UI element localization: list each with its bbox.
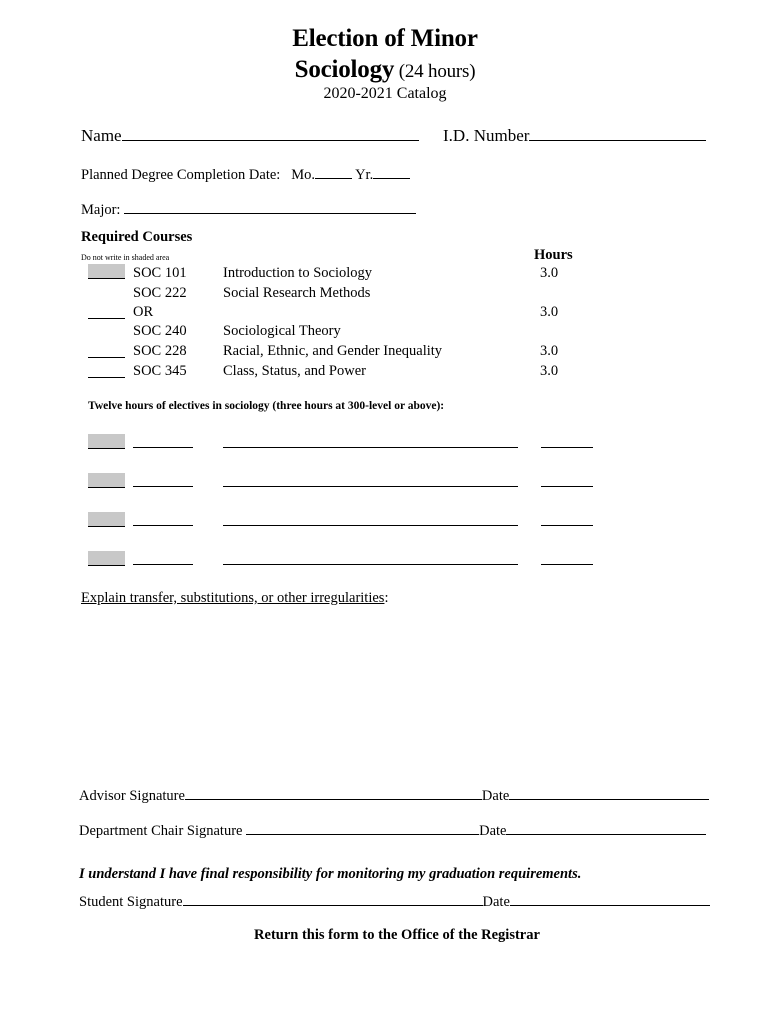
- course-code: SOC 345: [133, 363, 187, 379]
- shaded-grade-box: [88, 434, 125, 449]
- date-label: Date: [482, 894, 510, 910]
- date-label: Date: [481, 788, 510, 804]
- shaded-area-note: Do not write in shaded area: [81, 253, 170, 262]
- return-instructions: Return this form to the Office of the Registrar: [254, 927, 540, 943]
- explain-label-text: Explain transfer, substitutions, or other irregularities: [81, 590, 385, 606]
- student-signature-row: [79, 891, 710, 911]
- elective-title-field[interactable]: [223, 447, 518, 448]
- explain-area[interactable]: [81, 615, 711, 775]
- name-row: [81, 126, 419, 146]
- grade-blank[interactable]: [88, 357, 125, 358]
- month-label: Mo.: [291, 167, 315, 183]
- shaded-grade-box: [88, 551, 125, 566]
- elective-title-field[interactable]: [223, 564, 518, 565]
- chair-signature-row: [79, 820, 706, 840]
- course-code: SOC 228: [133, 343, 187, 359]
- course-code: SOC 222: [133, 285, 187, 301]
- elective-hours-field[interactable]: [541, 486, 593, 487]
- responsibility-statement: I understand I have final responsibility for monitoring my graduation requirements.: [79, 866, 582, 882]
- grade-blank[interactable]: [88, 377, 125, 378]
- advisor-signature-label: Advisor Signature: [79, 788, 185, 804]
- month-field[interactable]: [315, 164, 352, 179]
- course-hours: 3.0: [540, 363, 559, 379]
- advisor-signature-row: [79, 785, 709, 805]
- id-label: I.D. Number: [443, 126, 530, 145]
- course-title: Class, Status, and Power: [223, 363, 366, 379]
- elective-code-field[interactable]: [133, 564, 193, 565]
- course-title: Racial, Ethnic, and Gender Inequality: [223, 343, 443, 359]
- major-label: Major:: [81, 202, 121, 218]
- form-subtitle: [0, 56, 770, 84]
- elective-hours-field[interactable]: [541, 564, 593, 565]
- course-code: SOC 240: [133, 323, 187, 339]
- student-date-field[interactable]: [510, 891, 710, 906]
- elective-code-field[interactable]: [133, 525, 193, 526]
- course-title: Sociological Theory: [223, 323, 341, 339]
- course-hours: 3.0: [540, 265, 559, 281]
- shaded-grade-box: [88, 473, 125, 488]
- major-row: [81, 199, 416, 219]
- name-label: Name: [81, 126, 122, 145]
- elective-title-field[interactable]: [223, 486, 518, 487]
- id-row: [443, 126, 706, 146]
- advisor-signature-field[interactable]: [185, 785, 482, 800]
- student-signature-field[interactable]: [183, 891, 483, 906]
- date-label: Date: [479, 823, 507, 839]
- required-heading: Required Courses: [81, 229, 193, 245]
- chair-signature-label: Department Chair Signature: [79, 823, 243, 839]
- major-field[interactable]: [124, 199, 416, 214]
- catalog-year: 2020-2021 Catalog: [323, 85, 447, 102]
- student-signature-label: Student Signature: [79, 894, 183, 910]
- elective-code-field[interactable]: [133, 486, 193, 487]
- electives-heading: Twelve hours of electives in sociology (three hours at 300-level or above):: [88, 400, 445, 412]
- explain-colon: :: [384, 590, 389, 606]
- explain-label: [81, 590, 388, 607]
- elective-code-field[interactable]: [133, 447, 193, 448]
- hours-heading: Hours: [534, 247, 573, 263]
- elective-hours-field[interactable]: [541, 447, 593, 448]
- name-field[interactable]: [122, 126, 419, 141]
- planned-date-label: Planned Degree Completion Date:: [81, 167, 281, 183]
- planned-date-row: [81, 164, 410, 184]
- course-title: Social Research Methods: [223, 285, 371, 301]
- chair-signature-field[interactable]: [246, 820, 479, 835]
- id-field[interactable]: [529, 126, 706, 141]
- course-title: Introduction to Sociology: [223, 265, 373, 281]
- chair-date-field[interactable]: [506, 820, 706, 835]
- minor-name: Sociology: [294, 56, 395, 83]
- minor-hours: (24 hours): [394, 61, 476, 82]
- grade-blank[interactable]: [88, 318, 125, 319]
- elective-title-field[interactable]: [223, 525, 518, 526]
- advisor-date-field[interactable]: [509, 785, 709, 800]
- year-label: Yr.: [355, 167, 374, 183]
- shaded-grade-box: [88, 264, 125, 279]
- course-hours: 3.0: [540, 304, 559, 320]
- course-code: SOC 101: [133, 265, 187, 281]
- course-or: OR: [133, 304, 154, 320]
- year-field[interactable]: [373, 164, 410, 179]
- elective-hours-field[interactable]: [541, 525, 593, 526]
- shaded-grade-box: [88, 512, 125, 527]
- course-hours: 3.0: [540, 343, 559, 359]
- form-title: Election of Minor: [292, 25, 478, 52]
